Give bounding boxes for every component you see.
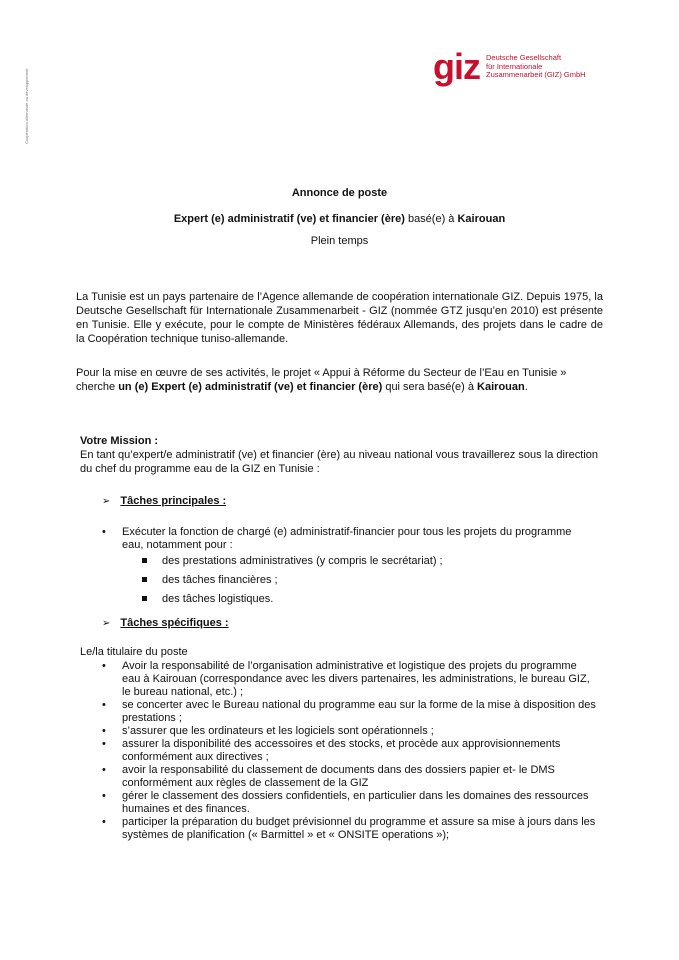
principal-sublist <box>140 552 443 609</box>
dot-bullet-icon: • <box>102 816 106 828</box>
p2-end: . <box>524 381 528 393</box>
logo-line: für Internationale <box>486 61 543 71</box>
square-bullet-icon <box>142 577 147 582</box>
mission-text: En tant qu’expert/e administratif (ve) et financier (ère) au niveau national vous travaillerez sous la direction du chef du programme eau de la GIZ en Tunisie : <box>80 449 598 475</box>
dot-bullet-icon: • <box>102 738 106 750</box>
logo-mark: giz <box>433 46 480 87</box>
list-item: • s’assurer que les ordinateurs et les logiciels sont opérationnels ; <box>102 725 434 737</box>
specific-heading-label: Tâches spécifiques : <box>120 617 229 629</box>
list-item: • Exécuter la fonction de chargé (e) administratif-financier pour tous les projets du programme eau, notamment pour : <box>102 526 572 551</box>
dot-bullet-icon: • <box>102 699 106 711</box>
p2-start: Pour la mise en œuvre de ses activités, le projet « Appui à Réforme du Secteur de l’Eau en Tunisie » cherche <box>76 367 567 393</box>
giz-logo <box>433 46 586 87</box>
dot-bullet-icon: • <box>102 660 106 672</box>
p2-bold: un (e) Expert (e) administratif (ve) et financier (ère) <box>118 381 383 393</box>
dot-bullet-icon: • <box>102 790 106 802</box>
specific-heading <box>102 617 229 629</box>
job-title-bold: Expert (e) administratif (ve) et financier (ère) <box>173 213 405 225</box>
principal-list <box>100 526 590 552</box>
dot-bullet-icon: • <box>102 526 106 538</box>
announcement-title: Annonce de poste <box>291 187 388 199</box>
job-title-mid: basé(e) à <box>404 213 458 225</box>
logo-text <box>486 54 586 80</box>
intro-paragraph-2 <box>76 366 603 394</box>
p2-mid: qui sera basé(e) à <box>382 381 478 393</box>
specific-intro: Le/la titulaire du poste <box>80 646 188 658</box>
arrow-bullet-icon: ➢ <box>102 495 111 507</box>
intro-paragraph-1: La Tunisie est un pays partenaire de l’Agence allemande de coopération internationale GIZ. Depuis 1975, la Deutsche Gesellschaft für Internationale Zusammenarbeit - GIZ (nommée GTZ jusqu’en 2010) est présente en Tunisie. Elle y exécute, pour le compte de Ministères fédéraux Allemands, des projets dans le cadre de la Coopération technique tuniso-allemande. <box>76 291 603 345</box>
list-item: des tâches logistiques. <box>140 590 443 609</box>
logo-line: Zusammenarbeit (GIZ) GmbH <box>486 70 586 79</box>
dot-bullet-icon: • <box>102 764 106 776</box>
list-item: • avoir la responsabilité du classement de documents dans des dossiers papier et- le DMS conformément aux règles de classement de la GIZ <box>102 764 555 789</box>
job-title-city: Kairouan <box>457 213 506 225</box>
list-item: • Avoir la responsabilité de l’organisation administrative et logistique des projets du programme eau à Kairouan (correspondance avec les divers partenaires, les administrations, le bureau GIZ, le bureau national, etc.) ; <box>102 660 590 698</box>
job-title <box>0 213 679 225</box>
list-item: • assurer la disponibilité des accessoires et des stocks, et procède aux approvisionnements conformément aux directives ; <box>102 738 561 763</box>
principal-heading <box>102 495 226 507</box>
square-bullet-icon <box>142 596 147 601</box>
logo-line: Deutsche Gesellschaft <box>486 53 562 62</box>
p2-city: Kairouan <box>477 381 525 393</box>
arrow-bullet-icon: ➢ <box>102 617 111 629</box>
principal-heading-label: Tâches principales : <box>120 495 227 507</box>
square-bullet-icon <box>142 558 147 563</box>
schedule: Plein temps <box>310 235 369 247</box>
list-item: • gérer le classement des dossiers confidentiels, en particulier dans les domaines des ressources humaines et des finances. <box>102 790 589 815</box>
mission-title: Votre Mission : <box>80 435 159 447</box>
dot-bullet-icon: • <box>102 725 106 737</box>
list-item: des prestations administratives (y compris le secrétariat) ; <box>140 552 443 571</box>
list-item: des tâches financières ; <box>140 571 443 590</box>
list-item: • participer la préparation du budget prévisionnel du programme et assure sa mise à jours dans les systèmes de planification (« Barmittel » et « ONSITE operations »); <box>102 816 596 841</box>
side-note: Coopération allemande au développement <box>24 68 29 144</box>
specific-list <box>100 660 598 842</box>
list-item: • se concerter avec le Bureau national du programme eau sur la forme de la mise à disposition des prestations ; <box>102 699 596 724</box>
